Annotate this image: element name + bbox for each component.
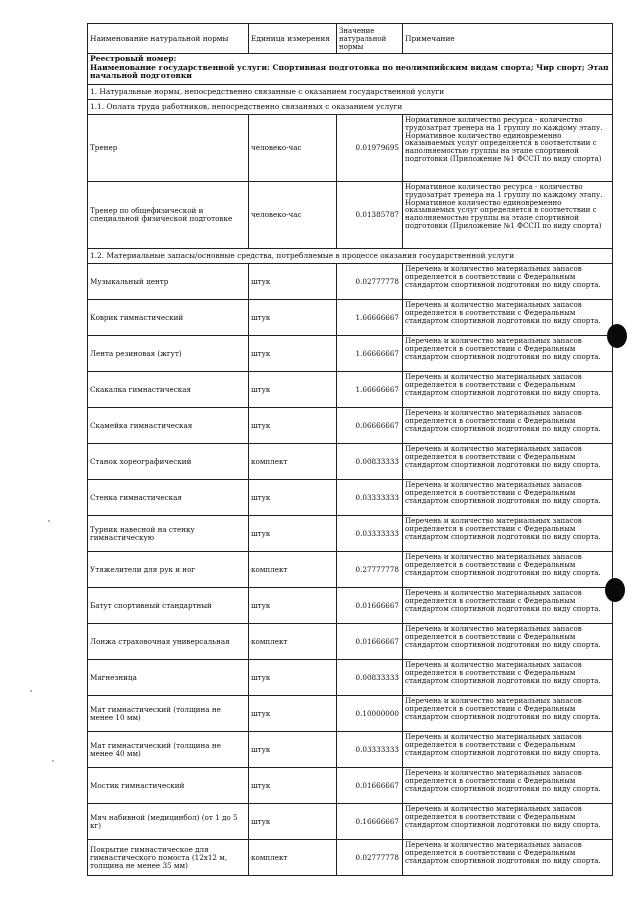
table-row: [88, 624, 613, 660]
row-note: Перечень и количество материальных запасов определяется в соответствии с Федеральным стандартом спортивной подготовки по виду спорта.: [403, 696, 613, 732]
row-name: Музыкальный центр: [88, 264, 249, 300]
row-name: Утяжелители для рук и ног: [88, 552, 249, 588]
section-1-title: 1. Натуральные нормы, непосредственно связанные с оказанием государственной услуги: [88, 85, 613, 100]
row-note: Перечень и количество материальных запасов определяется в соответствии с Федеральным стандартом спортивной подготовки по виду спорта.: [403, 480, 613, 516]
row-value: 0.03333333: [337, 516, 403, 552]
row-unit: штук: [249, 480, 337, 516]
scan-speck: [30, 690, 32, 692]
row-value: 0.02777778: [337, 264, 403, 300]
row-note: Перечень и количество материальных запасов определяется в соответствии с Федеральным стандартом спортивной подготовки по виду спорта.: [403, 552, 613, 588]
row-note: Нормативное количество ресурса - количество трудозатрат тренера на 1 группу по каждому этапу. Нормативное количество единовременно оказываемых услуг определяется в соответствии с наполняемостью группы на этапе спортивной подготовки (Приложение №1 ФССП по виду спорта): [403, 182, 613, 249]
row-unit: комплект: [249, 552, 337, 588]
table-row: [88, 588, 613, 624]
service-row: [88, 54, 613, 85]
row-name: Мат гимнастический (толщина не менее 10 мм): [88, 696, 249, 732]
row-unit: человеко-час: [249, 115, 337, 182]
table-row: [88, 264, 613, 300]
row-value: 0.01385787: [337, 182, 403, 249]
row-name: Скакалка гимнастическая: [88, 372, 249, 408]
row-note: Нормативное количество ресурса - количество трудозатрат тренера на 1 группу по каждому этапу. Нормативное количество единовременно оказываемых услуг определяется в соответствии с наполняемостью группы на этапе спортивной подготовки (Приложение №1 ФССП по виду спорта): [403, 115, 613, 182]
header-note: Примечание: [403, 24, 613, 54]
header-row: [88, 24, 613, 54]
row-value: 0.01666667: [337, 624, 403, 660]
row-note: Перечень и количество материальных запасов определяется в соответствии с Федеральным стандартом спортивной подготовки по виду спорта.: [403, 444, 613, 480]
section-1-1-title: 1.1. Оплата труда работников, непосредственно связанных с оказанием услуги: [88, 100, 613, 115]
row-note: Перечень и количество материальных запасов определяется в соответствии с Федеральным стандартом спортивной подготовки по виду спорта.: [403, 516, 613, 552]
table-row: [88, 444, 613, 480]
row-unit: штук: [249, 696, 337, 732]
table-row: [88, 660, 613, 696]
row-note: Перечень и количество материальных запасов определяется в соответствии с Федеральным стандартом спортивной подготовки по виду спорта.: [403, 768, 613, 804]
row-note: Перечень и количество материальных запасов определяется в соответствии с Федеральным стандартом спортивной подготовки по виду спорта.: [403, 588, 613, 624]
row-note: Перечень и количество материальных запасов определяется в соответствии с Федеральным стандартом спортивной подготовки по виду спорта.: [403, 732, 613, 768]
row-unit: комплект: [249, 840, 337, 876]
punch-hole-mark: [605, 578, 625, 602]
row-name: Коврик гимнастический: [88, 300, 249, 336]
row-name: Мат гимнастический (толщина не менее 40 мм): [88, 732, 249, 768]
row-name: Лента резиновая (жгут): [88, 336, 249, 372]
row-value: 0.00833333: [337, 660, 403, 696]
row-name: Мяч набивной (медицинбол) (от 1 до 5 кг): [88, 804, 249, 840]
table-row: [88, 732, 613, 768]
table-row: [88, 300, 613, 336]
norms-table: [87, 23, 613, 876]
row-value: 0.16666667: [337, 804, 403, 840]
row-value: 1.66666667: [337, 372, 403, 408]
row-note: Перечень и количество материальных запасов определяется в соответствии с Федеральным стандартом спортивной подготовки по виду спорта.: [403, 264, 613, 300]
table-row: [88, 480, 613, 516]
row-unit: штук: [249, 516, 337, 552]
row-value: 0.27777778: [337, 552, 403, 588]
row-unit: комплект: [249, 624, 337, 660]
row-name: Магнезница: [88, 660, 249, 696]
document-page: [87, 23, 612, 876]
header-unit: Единица измерения: [249, 24, 337, 54]
row-name: Лонжа страховочная универсальная: [88, 624, 249, 660]
row-unit: штук: [249, 660, 337, 696]
row-unit: человеко-час: [249, 182, 337, 249]
row-note: Перечень и количество материальных запасов определяется в соответствии с Федеральным стандартом спортивной подготовки по виду спорта.: [403, 840, 613, 876]
row-unit: штук: [249, 732, 337, 768]
row-value: 0.10000000: [337, 696, 403, 732]
table-row: [88, 115, 613, 182]
row-name: Мостик гимнастический: [88, 768, 249, 804]
row-note: Перечень и количество материальных запасов определяется в соответствии с Федеральным стандартом спортивной подготовки по виду спорта.: [403, 336, 613, 372]
row-value: 0.01979695: [337, 115, 403, 182]
row-name: Станок хореографический: [88, 444, 249, 480]
section-1-2-title: 1.2. Материальные запасы/основные средства, потребляемые в процессе оказания государственной услуги: [88, 249, 613, 264]
service-cell: [88, 54, 613, 85]
row-name: Покрытие гимнастическое для гимнастического помоста (12х12 м, толщина не менее 35 мм): [88, 840, 249, 876]
table-row: [88, 552, 613, 588]
table-row: [88, 768, 613, 804]
table-row: [88, 804, 613, 840]
row-unit: штук: [249, 408, 337, 444]
row-note: Перечень и количество материальных запасов определяется в соответствии с Федеральным стандартом спортивной подготовки по виду спорта.: [403, 804, 613, 840]
table-row: [88, 372, 613, 408]
section-row: [88, 249, 613, 264]
registry-number: Реестровый номер:: [90, 54, 177, 63]
row-name: Скамейка гимнастическая: [88, 408, 249, 444]
table-row: [88, 336, 613, 372]
row-name: Батут спортивный стандартный: [88, 588, 249, 624]
table-row: [88, 696, 613, 732]
table-row: [88, 516, 613, 552]
row-value: 0.00833333: [337, 444, 403, 480]
row-unit: штук: [249, 372, 337, 408]
service-name: Наименование государственной услуги: Спортивная подготовка по неолимпийским видам спорта; Чир спорт; Этап начальной подготовки: [90, 62, 609, 81]
table-row: [88, 840, 613, 876]
row-value: 1.66666667: [337, 336, 403, 372]
header-name: Наименование натуральной нормы: [88, 24, 249, 54]
scan-speck: [48, 520, 50, 522]
row-unit: штук: [249, 768, 337, 804]
row-unit: штук: [249, 264, 337, 300]
row-value: 1.66666667: [337, 300, 403, 336]
row-unit: штук: [249, 588, 337, 624]
row-value: 0.03333333: [337, 732, 403, 768]
row-unit: комплект: [249, 444, 337, 480]
header-value: Значение натуральной нормы: [337, 24, 403, 54]
row-value: 0.02777778: [337, 840, 403, 876]
row-value: 0.01666667: [337, 768, 403, 804]
section-row: [88, 100, 613, 115]
punch-hole-mark: [607, 324, 627, 348]
row-value: 0.01666667: [337, 588, 403, 624]
row-value: 0.03333333: [337, 480, 403, 516]
row-note: Перечень и количество материальных запасов определяется в соответствии с Федеральным стандартом спортивной подготовки по виду спорта.: [403, 660, 613, 696]
row-name: Турник навесной на стенку гимнастическую: [88, 516, 249, 552]
row-note: Перечень и количество материальных запасов определяется в соответствии с Федеральным стандартом спортивной подготовки по виду спорта.: [403, 408, 613, 444]
row-note: Перечень и количество материальных запасов определяется в соответствии с Федеральным стандартом спортивной подготовки по виду спорта.: [403, 624, 613, 660]
row-value: 0.06666667: [337, 408, 403, 444]
scan-speck: [52, 760, 54, 762]
row-name: Тренер по общефизической и специальной физической подготовке: [88, 182, 249, 249]
row-unit: штук: [249, 300, 337, 336]
section-row: [88, 85, 613, 100]
row-note: Перечень и количество материальных запасов определяется в соответствии с Федеральным стандартом спортивной подготовки по виду спорта.: [403, 300, 613, 336]
row-name: Стенка гимнастическая: [88, 480, 249, 516]
row-name: Тренер: [88, 115, 249, 182]
row-unit: штук: [249, 804, 337, 840]
row-note: Перечень и количество материальных запасов определяется в соответствии с Федеральным стандартом спортивной подготовки по виду спорта.: [403, 372, 613, 408]
row-unit: штук: [249, 336, 337, 372]
table-row: [88, 408, 613, 444]
table-row: [88, 182, 613, 249]
